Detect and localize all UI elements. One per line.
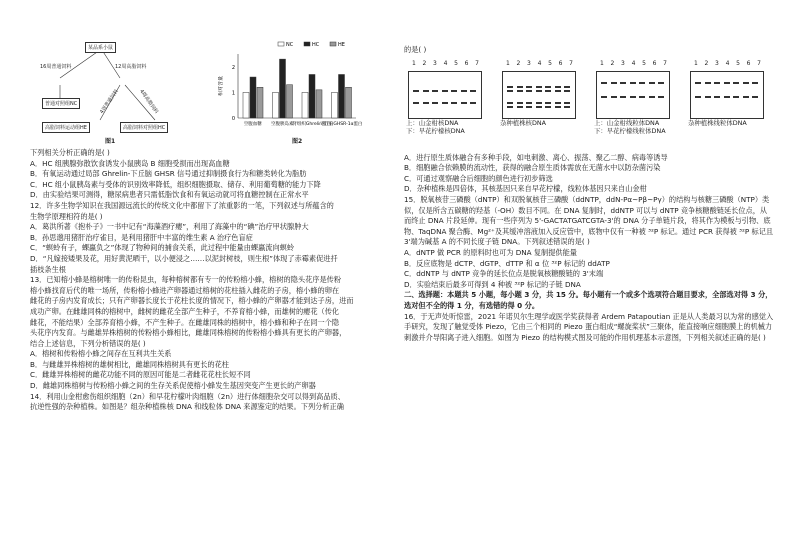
gel-band — [507, 90, 513, 92]
bar — [309, 74, 315, 118]
y-axis-label: 相对含量 — [218, 75, 224, 97]
flow-label-high-fat-diet: 12周高脂饲料 — [115, 64, 147, 70]
gel-band — [752, 82, 758, 84]
gel-band — [564, 90, 570, 92]
legend-label: HC — [312, 42, 320, 48]
gel-band — [423, 90, 429, 92]
left-line: 13．已知榕小蜂是榕树唯一的传粉昆虫，每种榕树都有专一的传粉榕小蜂，榕树的隐头花序是传粉 — [30, 275, 342, 285]
x-tick-label: 空腹血糖 — [243, 122, 262, 127]
left-line: 14．利用山金柑愈伤组织细胞（2n）和早花柠檬叶肉细胞（2n）进行体细胞杂交可以得到高品质、 — [30, 391, 345, 401]
bar — [346, 87, 352, 118]
gel-band — [545, 106, 551, 108]
gel-band — [733, 96, 739, 98]
gel-band — [639, 82, 645, 84]
q14-option: A．进行原生质体融合有多种手段，如电刺激、离心、振荡、聚乙二醇、病毒等诱导 — [404, 152, 668, 162]
gel-figures — [404, 58, 774, 153]
gel-band — [413, 102, 419, 104]
gel-band — [461, 102, 467, 104]
gel-lane-numbers: 1 2 3 4 5 6 7 — [694, 59, 764, 67]
y-tick-label: 0 — [231, 116, 235, 122]
q15-stem: 15．脱氧核苷三磷酸（dNTP）和双脱氧核苷三磷酸（ddNTP，ddN-Pα~Pβ~Pγ）的结构与核糖三磷酸（NTP）类似，仅是所含五碳糖的羟基（-OH）数目不同。在 DNA 复制时，ddNTP 可以与 dNTP 竞争核糖酸链延长位点，从而终止 DNA 片段延伸。现有一些序列为 5'-GACTATGATCGTA-3'的 DNA 分子单链片段，将其作为模板与引物、底物、TaqDNA 聚合酶、Mg²⁺及其缓冲溶液加入反应管中，底物中仅有一种被 ³²P 标记。通过 PCR 获得被 ³²P 标记且 3'端为碱基 A 的不同长度子链 DNA。下列叙述错误的是( ) — [404, 194, 774, 247]
gel-lane-numbers: 1 2 3 4 5 6 7 — [506, 59, 576, 67]
gel-band — [442, 102, 448, 104]
gel-panel — [690, 71, 764, 119]
gel-band — [517, 106, 523, 108]
q14-continuation: 的是( ) — [404, 45, 427, 54]
left-line: 结合上述信息，下列分析错误的是( ) — [30, 338, 146, 348]
figure1-caption: 图1 — [105, 138, 116, 145]
q14-option: B．细胞融合依赖膜的流动性，获得的融合原生质体需放在无菌水中以防杂菌污染 — [404, 163, 661, 173]
bar — [332, 92, 338, 118]
left-line: 雌花，不能结果）全部养育榕小蜂，不产生种子。在雌雄同株的榕树中，榕小蜂和种子在同一个隐 — [30, 317, 340, 327]
q14-option: D．杂种植株是四倍体，其核基因只来自早花柠檬，线粒体基因只来自山金柑 — [404, 184, 647, 194]
left-line: B．孙思邈用猪肝治疗雀目，是利用猪肝中丰富的维生素 A 治疗色盲症 — [30, 232, 253, 242]
gel-band — [705, 96, 711, 98]
left-line: 下列相关分析正确的是( ) — [30, 148, 110, 157]
gel-band — [451, 102, 457, 104]
x-tick-label: 肾组织Ghrelin蛋白 — [292, 122, 332, 127]
y-tick-label: 1 — [231, 90, 235, 97]
q14-option: C．可通过观察融合后细胞的颜色进行初步筛选 — [404, 173, 553, 183]
gel-band — [517, 90, 523, 92]
gel-panel — [502, 71, 576, 119]
gel-lane-numbers: 1 2 3 4 5 6 7 — [600, 59, 670, 67]
gel-band — [620, 96, 626, 98]
gel-band — [620, 82, 626, 84]
gel-caption: 杂种植株线粒体DNA — [688, 118, 747, 127]
gel-band — [413, 90, 419, 92]
gel-band — [423, 102, 429, 104]
gel-band — [743, 96, 749, 98]
gel-band — [658, 96, 664, 98]
figure2-bar-chart — [218, 40, 368, 140]
flow-label-4w-highfat: 4周高脂饲料 — [138, 88, 160, 116]
flow-label-normal-diet: 16周普通饲料 — [40, 64, 72, 70]
gel-band — [611, 96, 617, 98]
left-line: D．由实验结果可测得，糖尿病患者只需低脂饮食和有氧运动就可将血糖控制在正常水平 — [30, 190, 309, 200]
gel-band — [649, 96, 655, 98]
left-line: C．雌雄异株榕树的雌花功能不同的原因可能是二者雌花花柱长短不同 — [30, 370, 251, 380]
gel-band — [658, 82, 664, 84]
right-column — [404, 0, 774, 343]
gel-band — [536, 86, 542, 88]
q16-stem: 16．于无声处听惊雷，2021 年诺贝尔生理学或医学奖获得者 Ardem Patapoutian 正是从人类最习以为常的感觉入手研究，发现了触觉受体 Piezo，它由三个相同的 Piezo 蛋白组成“螺旋桨状”三聚体，能直接响应细胞膜上的机械力刺激并介导阳离子进入细胞。如图为 Piezo 的结构模式图及可能的作用机理基本示意图，下列相关叙述正确的是( ) — [404, 311, 774, 342]
left-line: 生物学原理相符的是( ) — [30, 211, 103, 221]
gel-band — [461, 90, 467, 92]
y-tick-label: 2 — [231, 64, 235, 71]
gel-band — [724, 82, 730, 84]
gel-band — [555, 86, 561, 88]
left-line: A．榕树和传粉榕小蜂之间存在互利共生关系 — [30, 349, 172, 359]
left-line: C．“螟蛉有子，蜾蠃负之”体现了物种间的捕食关系，此过程中能量由蜾蠃流向螟蛉 — [30, 243, 295, 253]
gel-band — [536, 90, 542, 92]
legend-swatch — [278, 42, 284, 46]
gel-band — [451, 90, 457, 92]
gel-band — [649, 82, 655, 84]
bar — [243, 92, 249, 118]
gel-band — [507, 102, 513, 104]
left-line: 头花序内发育。与雌雄异株榕树的传粉榕小蜂相比，雌雄同株榕树的传粉榕小蜂具有更长的产卵器， — [30, 328, 347, 338]
left-line: 榕小蜂找育后代的唯一场所，传粉榕小蜂进产卵器通过榕树的花柱插入雌花的子房，榕小蜂的卵在 — [30, 285, 340, 295]
bar — [250, 77, 256, 118]
gel-band — [714, 82, 720, 84]
left-text-block — [30, 148, 395, 413]
gel-band — [507, 86, 513, 88]
left-line: D．雌雄同株榕树与传粉榕小蜂之间的生存关系促使榕小蜂发生基因突变产生更长的产卵器 — [30, 381, 316, 391]
bar — [280, 59, 286, 118]
gel-band — [545, 90, 551, 92]
gel-caption: 上：山金柑线粒体DNA — [594, 118, 660, 127]
gel-band — [432, 90, 438, 92]
legend-label: HE — [338, 42, 345, 48]
flow-node-nc: 普通对照组NC — [42, 98, 80, 109]
gel-band — [601, 82, 607, 84]
gel-band — [630, 96, 636, 98]
gel-band — [705, 82, 711, 84]
gel-band — [555, 106, 561, 108]
bar — [257, 87, 263, 118]
gel-panel — [596, 71, 670, 119]
gel-band — [555, 90, 561, 92]
gel-band — [714, 96, 720, 98]
gel-band — [432, 102, 438, 104]
gel-band — [470, 90, 476, 92]
gel-band — [470, 102, 476, 104]
gel-band — [639, 96, 645, 98]
gel-band — [517, 102, 523, 104]
gel-band — [536, 102, 542, 104]
flow-node-he: 高脂饲料运动组HE — [42, 122, 90, 133]
gel-band — [545, 102, 551, 104]
bar — [302, 92, 308, 118]
gel-band — [743, 82, 749, 84]
gel-band — [526, 86, 532, 88]
bar — [287, 85, 293, 118]
gel-band — [442, 90, 448, 92]
q15-option: A．dNTP 做 PCR 的原料时也可为 DNA 复制提供能量 — [404, 247, 577, 257]
gel-band — [564, 86, 570, 88]
left-line: A．HC 组胰腺弥散饮食诱发小鼠胰岛 B 细胞受损而出现高血糖 — [30, 158, 230, 168]
left-line: 雌花的子房内发育成长；只有产卵器长度长于花柱长度的情况下，榕小蜂的产卵器才能到达子房，进而 — [30, 296, 354, 306]
left-line: 成功产卵。在雌雄同株的榕树中，雌树的雌花全部产生种子，不养育榕小蜂，而雄树的瘿花（传化 — [30, 306, 340, 316]
bar — [339, 74, 345, 118]
gel-caption: 上：山金柑核DNA — [406, 118, 459, 127]
gel-band — [752, 96, 758, 98]
gel-band — [507, 106, 513, 108]
gel-band — [526, 90, 532, 92]
gel-band — [564, 102, 570, 104]
section-two-header: 二、选择题：本题共 5 小题，每小题 3 分，共 15 分。每小题有一个或多个选项符合题目要求，全部选对得 3 分，选对但不全的得 1 分，有选错的得 0 分。 — [404, 290, 773, 310]
gel-band — [555, 102, 561, 104]
gel-band — [526, 102, 532, 104]
left-column — [30, 0, 395, 413]
gel-panel — [408, 71, 482, 119]
gel-band — [611, 82, 617, 84]
left-line: B．有氧运动通过局部 Ghrelin-下丘脑 GHSR 信号通过抑制摄食行为和糖类转化为脂肪 — [30, 169, 307, 179]
legend-swatch — [304, 42, 310, 46]
gel-band — [630, 82, 636, 84]
left-line: 12．许多生物学知识在我国源远流长的传统文化中都留下了浓重影的一笔，下列叙述与所蕴含的 — [30, 200, 334, 210]
gel-band — [536, 106, 542, 108]
flow-label-4w-normal: 4周普通饲料 — [98, 88, 121, 116]
gel-caption: 杂种植株核DNA — [500, 118, 547, 127]
left-line: D．“凡嫁接矮果及花，用好黄泥晒干，以小便浸之……以泥封树枝，则生根”体现了赤霉素促进扦 — [30, 253, 338, 263]
gel-band — [517, 86, 523, 88]
flow-node-hc: 高脂饲料对照组HC — [120, 122, 168, 133]
q15-option: B．反应底物是 dCTP、dGTP、dTTP 和 α 位 ³²P 标记的 ddATP — [404, 258, 610, 268]
gel-band — [724, 96, 730, 98]
x-tick-label: 下丘脑GHSR-1α蛋白 — [319, 122, 363, 127]
gel-band — [695, 96, 701, 98]
bar — [273, 92, 279, 118]
left-line: 抗逆性强的杂种植株。如图是？组杂种植株核 DNA 和线粒体 DNA 来源鉴定的结果。下列分析正确 — [30, 402, 344, 412]
figure2-caption: 图2 — [292, 138, 303, 145]
left-line: A．葛洪所著《抱朴子》一书中记有“海藻酒疗瘿”，利用了海藻中的“碘”治疗甲状腺肿大 — [30, 222, 309, 232]
x-tick-label: 空腹胰岛素 — [271, 122, 294, 127]
gel-lane-numbers: 1 2 3 4 5 6 7 — [412, 59, 482, 67]
flow-node-mice: 某品系小鼠 — [85, 42, 116, 53]
gel-band — [601, 96, 607, 98]
gel-band — [564, 106, 570, 108]
left-line: B．与雌雄异株榕树的雄树相比，雌雄同株榕树具有更长的花柱 — [30, 359, 229, 369]
legend-swatch — [330, 42, 336, 46]
gel-caption: 下：早花柠檬核DNA — [406, 126, 465, 135]
legend-label: NC — [286, 42, 294, 48]
gel-band — [733, 82, 739, 84]
q15-option: C．ddNTP 与 dNTP 竞争的延长位点是脱氧核糖酸链的 3'末端 — [404, 269, 604, 279]
figures-row — [30, 0, 395, 148]
bar — [316, 90, 322, 118]
gel-band — [695, 82, 701, 84]
gel-band — [526, 106, 532, 108]
left-line: 插枝条生根 — [30, 264, 66, 274]
q15-options — [404, 248, 774, 290]
left-line: C．HC 组小鼠胰岛素与受体的识别效率降低，组织细胞摄取、储存、利用葡萄糖的能力下降 — [30, 179, 321, 189]
figure1-flowchart — [40, 40, 210, 140]
q15-option: D．实验结束后最多可得到 4 种被 ³²P 标记的子链 DNA — [404, 279, 581, 289]
gel-caption: 下：早花柠檬线粒体DNA — [594, 126, 666, 135]
right-text-block — [404, 153, 774, 195]
gel-band — [545, 86, 551, 88]
